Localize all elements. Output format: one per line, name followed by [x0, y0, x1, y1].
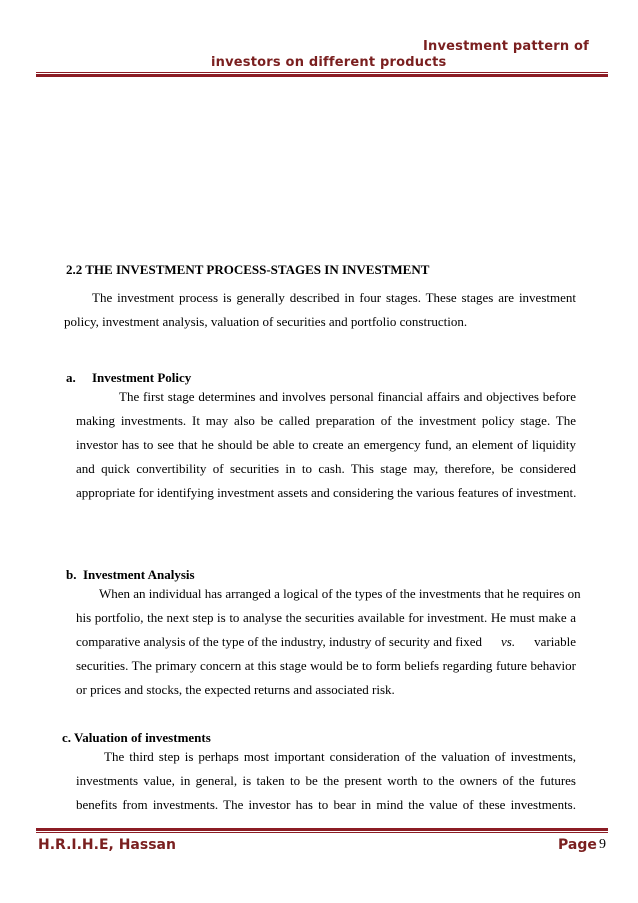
paragraph-line: The first stage determines and involves personal financial affairs and objectives before — [119, 389, 576, 404]
paragraph-line: The third step is perhaps most important consideration of the valuation of investments, — [104, 749, 576, 764]
line-segment-italic: vs. — [501, 634, 516, 649]
paragraph-line: and quick convertibility of securities in to cash. This stage may, therefore, be considered — [76, 461, 576, 476]
paragraph-line: When an individual has arranged a logical of the types of the investments that he requires on — [99, 586, 581, 601]
footer-page-number: 9 — [599, 837, 606, 852]
footer-page-label: Page — [558, 837, 597, 853]
header-rule-thick — [36, 74, 608, 77]
line-segment: variable — [534, 634, 576, 649]
section-title: 2.2 THE INVESTMENT PROCESS-STAGES IN INVESTMENT — [66, 262, 430, 277]
paragraph-line: investor has to see that he should be able to create an emergency fund, an element of liquidity — [76, 437, 576, 452]
paragraph-line: investments value, in general, is taken to be the present worth to the owners of the futures — [76, 773, 576, 788]
paragraph-line: or prices and stocks, the expected returns and associated risk. — [76, 682, 395, 697]
paragraph-line: his portfolio, the next step is to analyse the securities available for investment. He must make a — [76, 610, 576, 625]
line-segment: comparative analysis of the type of the industry, industry of security and fixed — [76, 634, 483, 649]
paragraph-line: benefits from investments. The investor has to bear in mind the value of these investments. — [76, 797, 576, 812]
paragraph-line: appropriate for identifying investment assets and considering the various features of investment. — [76, 485, 577, 500]
subsection-c-title: c. Valuation of investments — [62, 730, 211, 745]
paragraph-line: The investment process is generally described in four stages. These stages are investment — [92, 290, 576, 305]
paragraph-line: securities. The primary concern at this stage would be to form beliefs regarding future behavior — [76, 658, 576, 673]
paragraph-line: making investments. It may also be called preparation of the investment policy stage. The — [76, 413, 576, 428]
paragraph-line: policy, investment analysis, valuation of securities and portfolio construction. — [64, 314, 468, 329]
footer-rule-thin — [36, 832, 608, 833]
header-rule-thin — [36, 72, 608, 73]
subsection-a-title: Investment Policy — [92, 370, 192, 385]
footer-rule-thick — [36, 828, 608, 831]
footer-institution: H.R.I.H.E, Hassan — [38, 837, 176, 853]
subsection-a-letter: a. — [66, 370, 76, 385]
header-title-line-2: investors on different products — [211, 55, 447, 70]
paragraph-line — [76, 634, 576, 650]
subsection-b-title: b. Investment Analysis — [66, 567, 195, 582]
header-title-line-1: Investment pattern of — [423, 39, 589, 54]
